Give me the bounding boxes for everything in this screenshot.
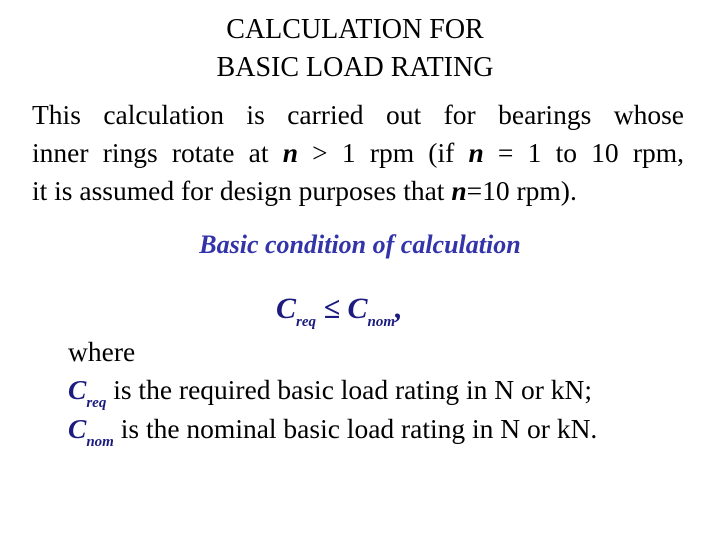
definition-creq <box>68 374 593 411</box>
subtitle: Basic condition of calculation <box>199 230 521 259</box>
symbol-c: C <box>347 292 368 325</box>
intro-text: = 1 to 10 rpm, <box>483 137 685 168</box>
subscript-req: req <box>86 395 107 411</box>
definition-cnom <box>68 413 598 450</box>
intro-text: inner rings rotate at <box>32 137 283 168</box>
symbol-c: C <box>276 292 297 325</box>
intro-text: =10 rpm). <box>466 175 577 206</box>
title-line-2: BASIC LOAD RATING <box>216 52 494 83</box>
intro-line-2 <box>32 134 684 172</box>
definition-text: is the required basic load rating in N or kN; <box>106 374 593 405</box>
intro-line-3 <box>32 172 577 210</box>
symbol-c: C <box>68 413 87 444</box>
intro-text: > 1 rpm (if <box>298 137 469 168</box>
title-line-1: CALCULATION FOR <box>226 14 484 45</box>
formula <box>276 292 403 330</box>
formula-comma: , <box>395 292 403 325</box>
subscript-req: req <box>296 314 317 330</box>
subscript-nom: nom <box>367 314 396 330</box>
subscript-nom: nom <box>86 434 114 450</box>
intro-text: it is assumed for design purposes that <box>32 175 452 206</box>
variable-n: n <box>282 137 298 168</box>
variable-n: n <box>468 137 484 168</box>
where-label: where <box>68 336 136 367</box>
symbol-c: C <box>68 374 87 405</box>
definition-text: is the nominal basic load rating in N or kN. <box>113 413 598 444</box>
intro-line-1 <box>32 96 684 134</box>
leq-symbol: ≤ <box>323 292 340 325</box>
variable-n: n <box>451 175 467 206</box>
intro-text: This calculation is carried out for bearings whose <box>32 99 684 130</box>
